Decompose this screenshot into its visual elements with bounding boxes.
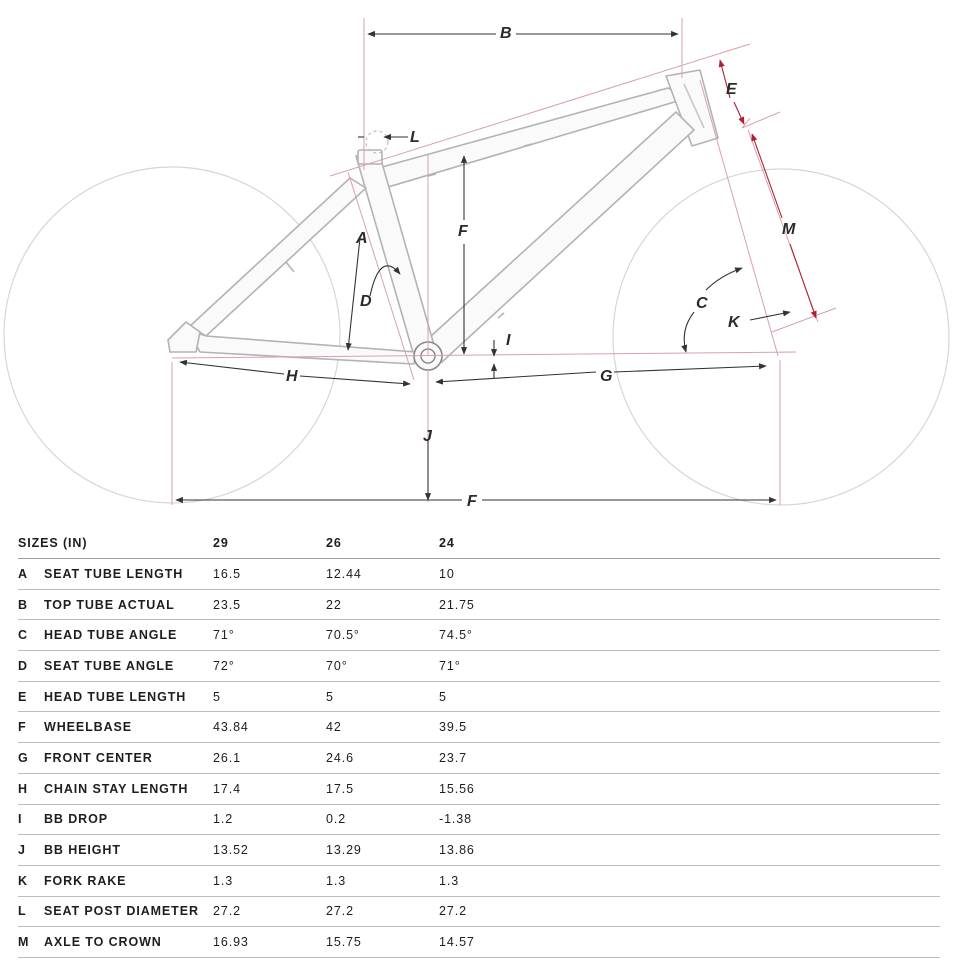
size-col-26: 26 <box>326 536 342 550</box>
row-value-24: 21.75 <box>439 597 475 612</box>
row-value-24: 10 <box>439 566 455 581</box>
size-col-24: 24 <box>439 536 455 550</box>
row-name: HEAD TUBE LENGTH <box>44 689 187 704</box>
row-value-29: 16.93 <box>213 935 249 950</box>
row-value-26: 70° <box>326 658 348 673</box>
table-row <box>18 590 940 621</box>
row-letter: D <box>18 658 28 673</box>
row-value-29: 26.1 <box>213 750 241 765</box>
row-name: WHEELBASE <box>44 720 132 735</box>
row-letter: B <box>18 597 28 612</box>
row-value-24: 71° <box>439 658 461 673</box>
sizes-label: SIZES (IN) <box>18 536 88 550</box>
row-value-24: 1.3 <box>439 873 460 888</box>
row-value-26: 17.5 <box>326 781 354 796</box>
row-letter: F <box>18 720 27 735</box>
label-c: C <box>696 295 708 312</box>
row-name: BB DROP <box>44 812 108 827</box>
table-row <box>18 743 940 774</box>
table-row <box>18 774 940 805</box>
table-row <box>18 682 940 713</box>
label-a: A <box>356 230 368 247</box>
table-row <box>18 712 940 743</box>
table-row <box>18 927 940 958</box>
label-m: M <box>782 221 796 238</box>
row-name: HEAD TUBE ANGLE <box>44 628 178 643</box>
row-letter: M <box>18 935 30 950</box>
row-name: CHAIN STAY LENGTH <box>44 781 189 796</box>
row-value-26: 15.75 <box>326 935 362 950</box>
row-value-29: 17.4 <box>213 781 241 796</box>
row-value-29: 16.5 <box>213 566 241 581</box>
label-f-bottom: F <box>467 493 477 510</box>
row-letter: J <box>18 843 26 858</box>
row-value-26: 0.2 <box>326 812 347 827</box>
row-name: AXLE TO CROWN <box>44 935 162 950</box>
row-value-24: 13.86 <box>439 843 475 858</box>
row-value-26: 12.44 <box>326 566 362 581</box>
label-b: B <box>500 25 512 42</box>
row-name: SEAT TUBE ANGLE <box>44 658 175 673</box>
row-value-29: 23.5 <box>213 597 241 612</box>
row-value-26: 42 <box>326 720 342 735</box>
table-header <box>18 528 940 559</box>
row-value-29: 13.52 <box>213 843 249 858</box>
table-row <box>18 651 940 682</box>
dimension-arrows-red <box>720 60 816 318</box>
row-value-24: 27.2 <box>439 904 467 919</box>
row-name: FRONT CENTER <box>44 750 153 765</box>
label-l: L <box>410 129 420 146</box>
row-letter: K <box>18 873 28 888</box>
label-i: I <box>506 332 511 349</box>
row-name: FORK RAKE <box>44 873 127 888</box>
table-row <box>18 866 940 897</box>
row-letter: A <box>18 566 28 581</box>
row-value-24: -1.38 <box>439 812 472 827</box>
row-value-26: 22 <box>326 597 342 612</box>
table-row <box>18 559 940 590</box>
row-name: SEAT POST DIAMETER <box>44 904 199 919</box>
row-name: SEAT TUBE LENGTH <box>44 566 184 581</box>
table-row <box>18 805 940 836</box>
label-g: G <box>600 368 613 385</box>
row-value-29: 43.84 <box>213 720 249 735</box>
row-letter: C <box>18 628 28 643</box>
row-value-24: 5 <box>439 689 447 704</box>
row-value-26: 27.2 <box>326 904 354 919</box>
table-body <box>18 559 940 958</box>
row-value-24: 14.57 <box>439 935 475 950</box>
row-value-24: 39.5 <box>439 720 467 735</box>
row-letter: E <box>18 689 28 704</box>
row-letter: I <box>18 812 23 827</box>
row-value-29: 1.3 <box>213 873 234 888</box>
table-row <box>18 620 940 651</box>
row-letter: H <box>18 781 28 796</box>
row-value-26: 5 <box>326 689 334 704</box>
row-name: TOP TUBE ACTUAL <box>44 597 175 612</box>
label-f-top: F <box>458 223 468 240</box>
row-value-26: 13.29 <box>326 843 362 858</box>
row-value-24: 15.56 <box>439 781 475 796</box>
geometry-table <box>18 528 940 958</box>
row-value-24: 74.5° <box>439 628 473 643</box>
row-value-29: 72° <box>213 658 235 673</box>
size-col-29: 29 <box>213 536 229 550</box>
row-value-29: 1.2 <box>213 812 234 827</box>
label-j: J <box>423 428 432 445</box>
label-d: D <box>360 293 372 310</box>
row-letter: G <box>18 750 29 765</box>
row-value-26: 1.3 <box>326 873 347 888</box>
row-value-29: 5 <box>213 689 221 704</box>
row-letter: L <box>18 904 27 919</box>
bike-frame <box>168 70 718 370</box>
label-k: K <box>728 314 740 331</box>
table-row <box>18 835 940 866</box>
row-value-26: 24.6 <box>326 750 354 765</box>
label-h: H <box>286 368 298 385</box>
row-value-29: 27.2 <box>213 904 241 919</box>
table-row <box>18 897 940 928</box>
row-value-24: 23.7 <box>439 750 467 765</box>
row-value-26: 70.5° <box>326 628 360 643</box>
row-name: BB HEIGHT <box>44 843 121 858</box>
row-value-29: 71° <box>213 628 235 643</box>
label-e: E <box>726 81 737 98</box>
